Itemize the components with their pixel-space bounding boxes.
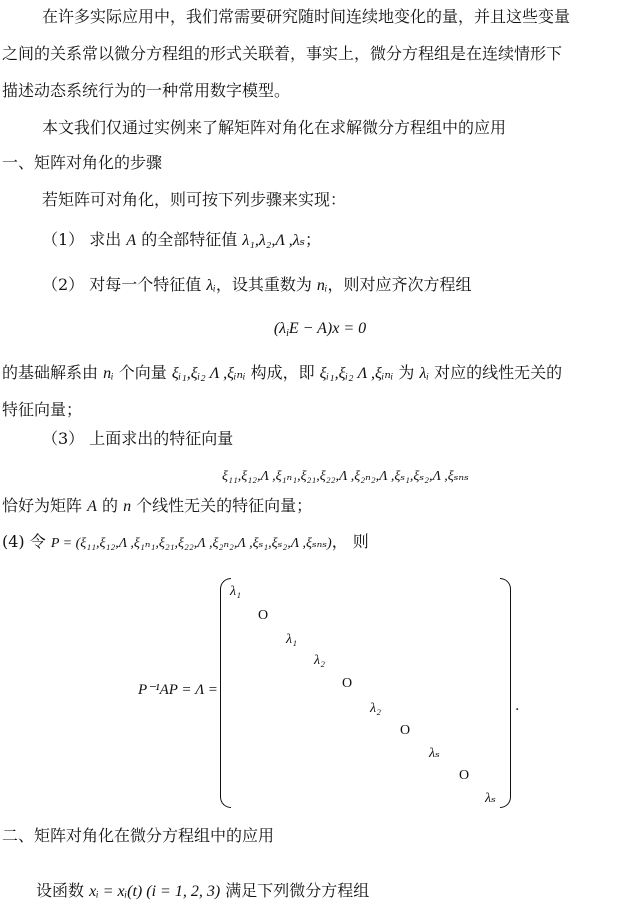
paragraph-1-line-3: 描述动态系统行为的一种常用数字模型。 [2, 81, 291, 100]
eigenvector-list: ξ₁₁,ξ₁₂,Λ ,ξ₁ₙ₁,ξ₂₁,ξ₂₂,Λ ,ξ₂ₙ₂,Λ ,ξₛ₁,ξₛ₂,Λ ,ξₛₙₛ [222, 469, 469, 484]
right-paren [500, 578, 511, 808]
matrix-cell: λ₂ [370, 701, 381, 716]
step-4: (4) 令 P = (ξ₁₁,ξ₁₂,Λ ,ξ₁ₙ₁,ξ₂₁,ξ₂₂,Λ ,ξ₂ₙ₂,Λ ,ξₛ₁,ξₛ₂,Λ ,ξₛₙₛ)， 则 [2, 532, 369, 551]
paragraph-1-line-2: 之间的关系常以微分方程组的形式关联着，事实上，微分方程组是在连续情形下 [2, 44, 563, 63]
p-definition: P = (ξ₁₁,ξ₁₂,Λ ,ξ₁ₙ₁,ξ₂₁,ξ₂₂,Λ ,ξ₂ₙ₂,Λ ,ξₛ₁,ξₛ₂,Λ ,ξₛₙₛ) [50, 536, 332, 551]
final-paragraph: 设函数 xᵢ = xᵢ(t) (i = 1, 2, 3) 满足下列微分方程组 [36, 881, 370, 900]
matrix-cell: O [459, 768, 470, 783]
step-2: （2） 对每一个特征值 λᵢ，设其重数为 nᵢ，则对应齐次方程组 [42, 275, 472, 294]
matrix-lhs: P⁻¹AP = Λ = [138, 682, 218, 698]
step-1: （1） 求出 A 的全部特征值 λ₁,λ₂,Λ ,λₛ； [42, 230, 322, 249]
matrix-a-symbol: A [126, 232, 137, 249]
lambda-i-symbol: λᵢ [206, 277, 216, 294]
diagonal-matrix-equation [130, 578, 530, 813]
paragraph-1-line-1: 在许多实际应用中，我们常需要研究随时间连续地变化的量，并且这些变量 [42, 7, 571, 26]
left-paren [220, 578, 231, 808]
matrix-cell: λₛ [429, 746, 440, 761]
matrix-cell: λ₂ [314, 653, 325, 668]
step-3: （3） 上面求出的特征向量 [42, 429, 234, 448]
matrix-period: . [515, 698, 520, 714]
section-heading-1: 一、矩阵对角化的步骤 [2, 153, 163, 172]
ni-symbol: nᵢ [316, 277, 328, 294]
matrix-cell: O [400, 723, 411, 738]
eigenvalue-list: λ₁,λ₂,Λ ,λₛ [242, 232, 306, 249]
basis-line-1: 的基础解系由 nᵢ 个向量 ξᵢ₁,ξᵢ₂ Λ ,ξᵢₙᵢ 构成，即 ξᵢ₁,ξᵢ₂ Λ ,ξᵢₙᵢ 为 λᵢ 对应的线性无关的 [2, 363, 563, 382]
matrix-cell: λ₁ [286, 632, 297, 647]
homogeneous-equation: $(\lambda_iE - A)x = 0$ [273, 320, 367, 339]
matrix-cell: λ₁ [230, 584, 241, 599]
paragraph-2: 本文我们仅通过实例来了解矩阵对角化在求解微分方程组中的应用 [42, 118, 507, 137]
step-3-conclusion: 恰好为矩阵 A 的 n 个线性无关的特征向量； [2, 496, 313, 515]
basis-vectors: ξᵢ₁,ξᵢ₂ Λ ,ξᵢₙᵢ [171, 365, 246, 382]
matrix-cell: O [342, 676, 353, 691]
paragraph-3: 若矩阵可对角化，则可按下列步骤来实现： [42, 190, 347, 209]
xi-function: xᵢ = xᵢ(t) (i = 1, 2, 3) [89, 883, 221, 900]
section-heading-2: 二、矩阵对角化在微分方程组中的应用 [2, 826, 275, 845]
matrix-cell: O [258, 608, 269, 623]
matrix-cell: λₛ [485, 791, 496, 806]
basis-line-2: 特征向量； [2, 400, 83, 419]
